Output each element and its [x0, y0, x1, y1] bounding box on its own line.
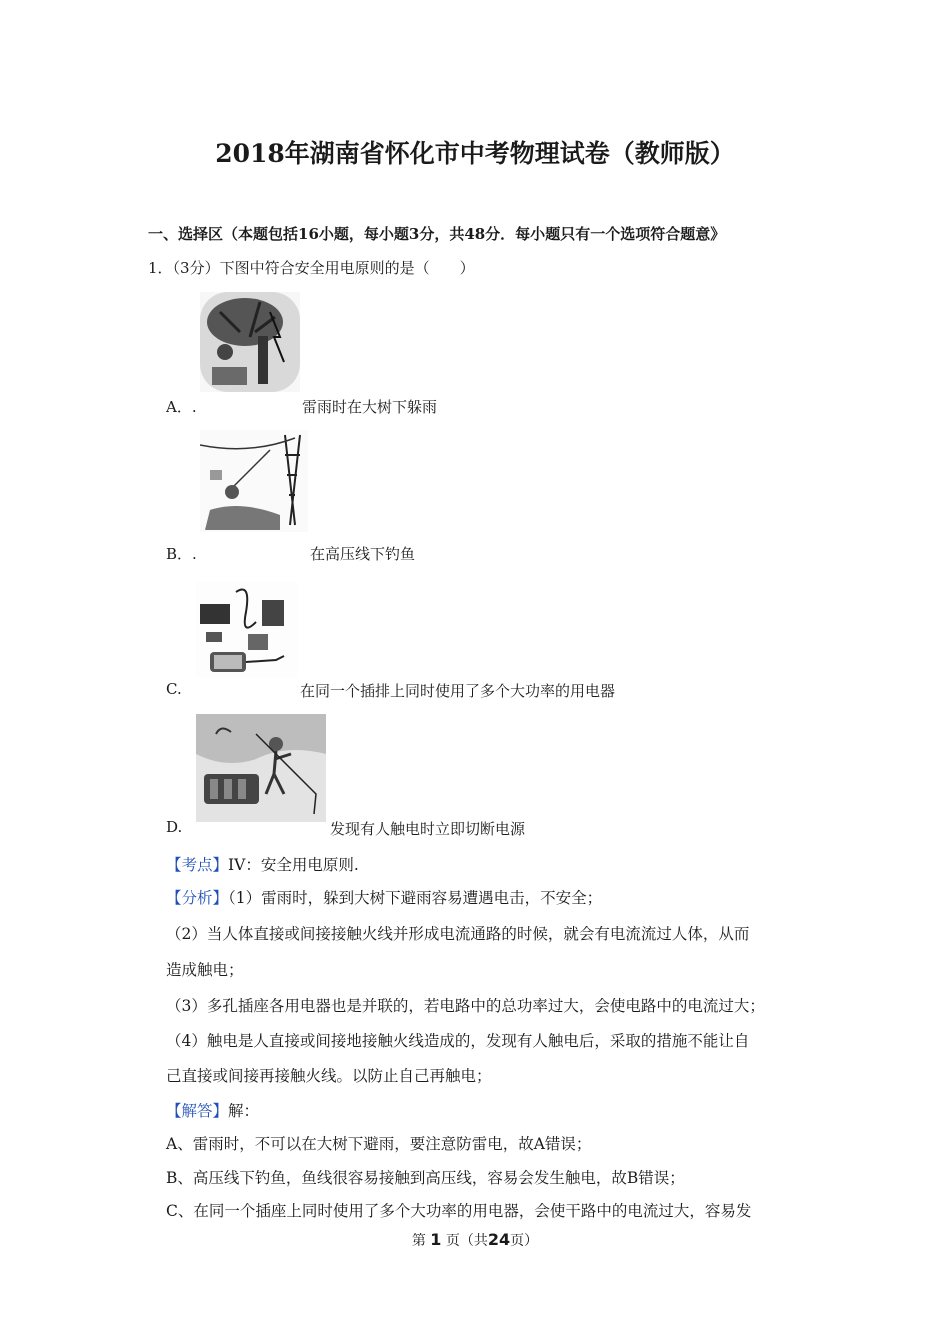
jieda-line-c: C、在同一个插座上同时使用了多个大功率的用电器，会使干路中的电流过大，容易发 — [166, 1202, 752, 1220]
question-1 — [148, 257, 475, 278]
option-d-label: D. — [166, 818, 183, 836]
question-stem: （3分）下图中符合安全用电原则的是（ ） — [172, 259, 475, 277]
option-c-text: 在同一个插排上同时使用了多个大功率的用电器 — [300, 682, 616, 700]
page-title: 2018年湖南省怀化市中考物理试卷（教师版） — [215, 139, 735, 168]
jieda-line-b: B、高压线下钓鱼，鱼线很容易接触到高压线，容易会发生触电，故B错误； — [166, 1169, 685, 1187]
kaodian-text: IV：安全用电原则. — [228, 856, 359, 874]
fenxi-line-2: （2）当人体直接或间接接触火线并形成电流通路的时候，就会有电流流过人体，从而 — [166, 925, 750, 943]
page-footer — [0, 1230, 950, 1250]
footer-suffix: 页） — [510, 1233, 539, 1249]
jieda-line — [166, 1099, 259, 1121]
question-number: 1． — [148, 259, 173, 277]
footer-prefix: 第 — [411, 1233, 426, 1249]
kaodian-line — [166, 853, 359, 875]
fenxi-text-1: （1）雷雨时，躲到大树下避雨容易遭遇电击，不安全； — [228, 889, 603, 907]
fenxi-tag: 【分析】 — [166, 889, 229, 907]
fishing-under-power-line-picture — [200, 430, 308, 532]
fenxi-line-6: 己直接或间接再接触火线。以防止自己再触电； — [166, 1067, 492, 1085]
fenxi-line-3: 造成触电； — [166, 961, 244, 979]
thunderstorm-tree-picture — [200, 292, 300, 392]
jieda-line-a: A、雷雨时，不可以在大树下避雨，要注意防雷电，故A错误； — [166, 1135, 592, 1153]
footer-page-number: 1 — [430, 1230, 442, 1249]
option-a-text: 雷雨时在大树下躲雨 — [302, 398, 438, 416]
fenxi-line-1 — [166, 886, 602, 908]
cutting-power-electric-shock-picture — [196, 714, 326, 822]
footer-total-pages: 24 — [487, 1230, 511, 1249]
section-heading: 一、选择区（本题包括16小题，每小题3分，共48分．每小题只有一个选项符合题意》 — [148, 225, 726, 243]
fenxi-line-4: （3）多孔插座各用电器也是并联的，若电路中的总功率过大，会使电路中的电流过大； — [166, 997, 765, 1015]
footer-mid: 页（共 — [445, 1233, 488, 1249]
overloaded-power-strip-picture — [196, 582, 298, 678]
option-b-text: 在高压线下钓鱼 — [310, 545, 416, 563]
jieda-tag: 【解答】 — [166, 1102, 229, 1120]
kaodian-tag: 【考点】 — [166, 856, 229, 874]
fenxi-line-5: （4）触电是人直接或间接地接触火线造成的，发现有人触电后，采取的措施不能让自 — [166, 1032, 750, 1050]
option-d-text: 发现有人触电时立即切断电源 — [330, 820, 526, 838]
option-b-label: B．. — [166, 545, 197, 563]
jieda-text: 解： — [228, 1102, 260, 1120]
option-a-label: A．. — [166, 398, 197, 416]
option-c-label: C. — [166, 680, 182, 698]
